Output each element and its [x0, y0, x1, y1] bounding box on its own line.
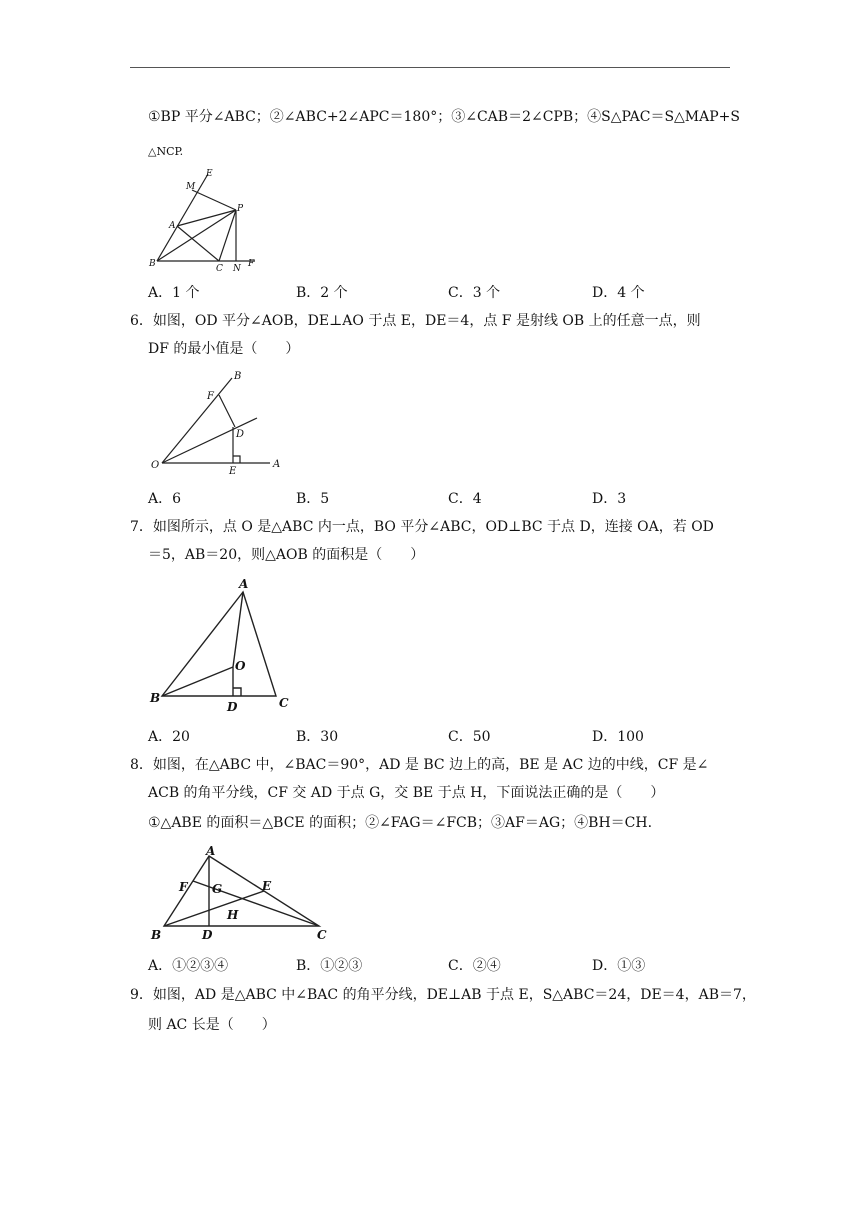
label-b: B — [149, 259, 156, 269]
label-n: N — [233, 264, 241, 274]
label-o: O — [151, 460, 160, 471]
q7-figure — [145, 575, 305, 715]
label-b: B — [234, 371, 242, 382]
q8-option-a: A．①②③④ — [148, 958, 229, 974]
q6-figure — [145, 368, 295, 478]
label-o: O — [235, 659, 246, 673]
q7-option-b: B．30 — [296, 729, 339, 745]
label-b: B — [151, 928, 162, 942]
label-a: A — [273, 459, 281, 470]
label-e: E — [262, 879, 272, 893]
q8-figure — [145, 842, 335, 942]
q6-stem-line1: 6．如图，OD 平分∠AOB，DE⊥AO 于点 E，DE＝4，点 F 是射线 OB 上的任意一点，则 — [130, 313, 701, 329]
q8-stem-line2: ACB 的角平分线，CF 交 AD 于点 G，交 BE 于点 H，下面说法正确的是（ ） — [148, 785, 665, 801]
q5-option-b: B．2 个 — [296, 285, 348, 301]
q5-option-c: C．3 个 — [448, 285, 501, 301]
q6-option-b: B．5 — [296, 491, 330, 507]
q6-option-a: A．6 — [148, 491, 182, 507]
label-c: C — [317, 928, 327, 942]
q8-stem-line1: 8．如图，在△ABC 中，∠BAC＝90°，AD 是 BC 边上的高，BE 是 AC 边的中线，CF 是∠ — [130, 757, 709, 773]
label-p: P — [237, 204, 244, 214]
q7-option-c: C．50 — [448, 729, 491, 745]
label-m: M — [186, 182, 196, 192]
label-a: A — [239, 577, 249, 591]
q5-option-a: A．1 个 — [148, 285, 200, 301]
label-d: D — [202, 928, 213, 942]
q5-conclusions-line1: ①BP 平分∠ABC；②∠ABC+2∠APC＝180°；③∠CAB＝2∠CPB；④S△PAC＝S△MAP+S — [148, 109, 740, 125]
q8-option-d: D．①③ — [592, 958, 646, 974]
q8-statements: ①△ABE 的面积＝△BCE 的面积；②∠FAG＝∠FCB；③AF＝AG；④BH＝CH. — [148, 815, 653, 831]
q9-stem-line2: 则 AC 长是（ ） — [148, 1017, 276, 1033]
label-f: F — [248, 259, 255, 269]
label-e: E — [206, 169, 213, 179]
q5-conclusions-line2: △NCP. — [148, 145, 184, 158]
q6-stem-line2: DF 的最小值是（ ） — [148, 341, 300, 357]
q8-option-b: B．①②③ — [296, 958, 363, 974]
label-g: G — [212, 882, 223, 896]
label-h: H — [227, 908, 239, 922]
label-a: A — [169, 221, 176, 231]
label-f: F — [207, 391, 214, 402]
label-d: D — [227, 700, 238, 714]
q6-option-c: C．4 — [448, 491, 482, 507]
q7-option-a: A．20 — [148, 729, 190, 745]
q5-figure — [140, 165, 270, 275]
label-e: E — [229, 466, 237, 477]
q7-option-d: D．100 — [592, 729, 644, 745]
header-rule — [130, 67, 730, 68]
q9-stem-line1: 9．如图，AD 是△ABC 中∠BAC 的角平分线，DE⊥AB 于点 E，S△ABC＝24，DE＝4，AB＝7， — [130, 987, 756, 1003]
q5-option-d: D．4 个 — [592, 285, 645, 301]
label-d: D — [236, 429, 245, 440]
q8-option-c: C．②④ — [448, 958, 501, 974]
q7-stem-line1: 7．如图所示，点 O 是△ABC 内一点，BO 平分∠ABC，OD⊥BC 于点 D，连接 OA，若 OD — [130, 519, 714, 535]
label-c: C — [279, 696, 289, 710]
label-c: C — [216, 264, 223, 274]
label-a: A — [206, 844, 216, 858]
q6-option-d: D．3 — [592, 491, 627, 507]
label-f: F — [179, 880, 188, 894]
q7-stem-line2: ＝5，AB＝20，则△AOB 的面积是（ ） — [148, 547, 425, 563]
label-b: B — [150, 691, 161, 705]
